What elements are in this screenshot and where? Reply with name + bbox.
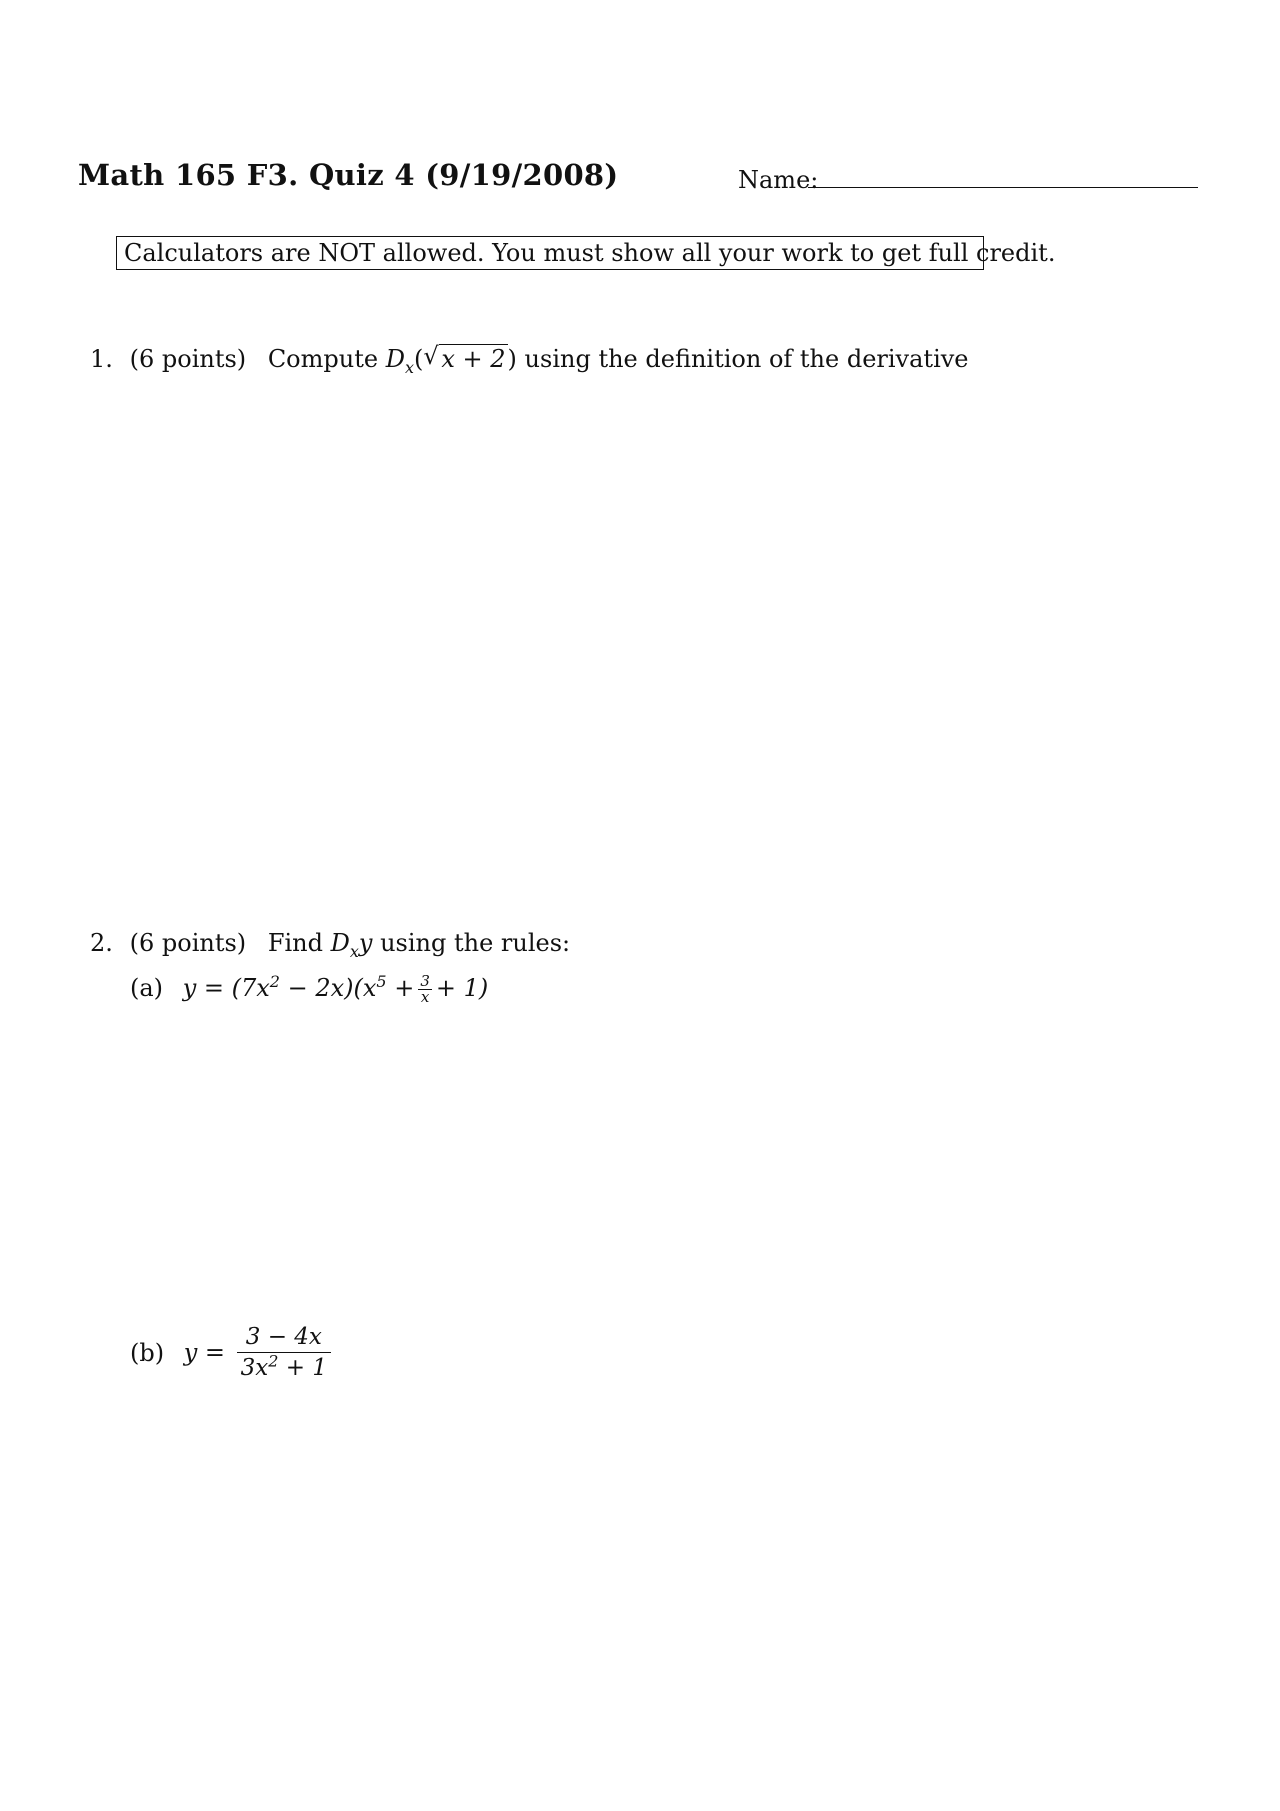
problem-2 bbox=[90, 929, 571, 961]
problem-number: 1. bbox=[90, 345, 113, 373]
derivative-operator: $D_x$ bbox=[385, 345, 414, 377]
problem-number: 2. bbox=[90, 929, 113, 957]
calculator-notice-box bbox=[116, 236, 1056, 270]
calculator-notice-text: Calculators are NOT allowed. You must show all your work to get full credit. bbox=[124, 239, 1056, 267]
part-label: (b) bbox=[130, 1338, 165, 1367]
name-field-line[interactable] bbox=[808, 187, 1198, 188]
problem-2a bbox=[130, 974, 488, 1005]
derivative-operator: $D_xy$ bbox=[330, 929, 373, 961]
close-paren: ) bbox=[507, 345, 517, 373]
problem-1 bbox=[90, 342, 969, 377]
equation-rhs: $(7x^2 - 2x)(x^5$ + $\frac{3}{x}$ + 1) bbox=[231, 972, 489, 1006]
equation-lhs: y = bbox=[182, 974, 224, 1002]
quiz-title: Math 165 F3. Quiz 4 (9/19/2008) bbox=[78, 158, 619, 192]
problem-points: (6 points) bbox=[129, 929, 247, 957]
problem-points: (6 points) bbox=[129, 345, 247, 373]
square-root-expression bbox=[423, 344, 507, 373]
open-paren: ( bbox=[413, 345, 424, 373]
sqrt-argument: x + 2 bbox=[441, 345, 506, 373]
problem-text-continued: using the definition of the derivative bbox=[524, 345, 969, 373]
problem-text: Compute bbox=[267, 345, 379, 373]
part-label: (a) bbox=[130, 974, 164, 1002]
problem-2b bbox=[130, 1322, 335, 1383]
sqrt-sign: √ bbox=[423, 342, 439, 370]
name-label: Name: bbox=[738, 166, 819, 194]
fraction-denominator: $3x^2 + 1$ bbox=[240, 1351, 327, 1381]
equation-lhs: y = bbox=[183, 1338, 226, 1367]
fraction-numerator: 3 − 4x bbox=[237, 1322, 331, 1353]
rational-expression bbox=[237, 1322, 331, 1383]
problem-text-continued: using the rules: bbox=[380, 929, 571, 957]
fraction-3-over-x: $\frac{3}{x}$ bbox=[420, 972, 430, 1006]
problem-text: Find bbox=[267, 929, 323, 957]
